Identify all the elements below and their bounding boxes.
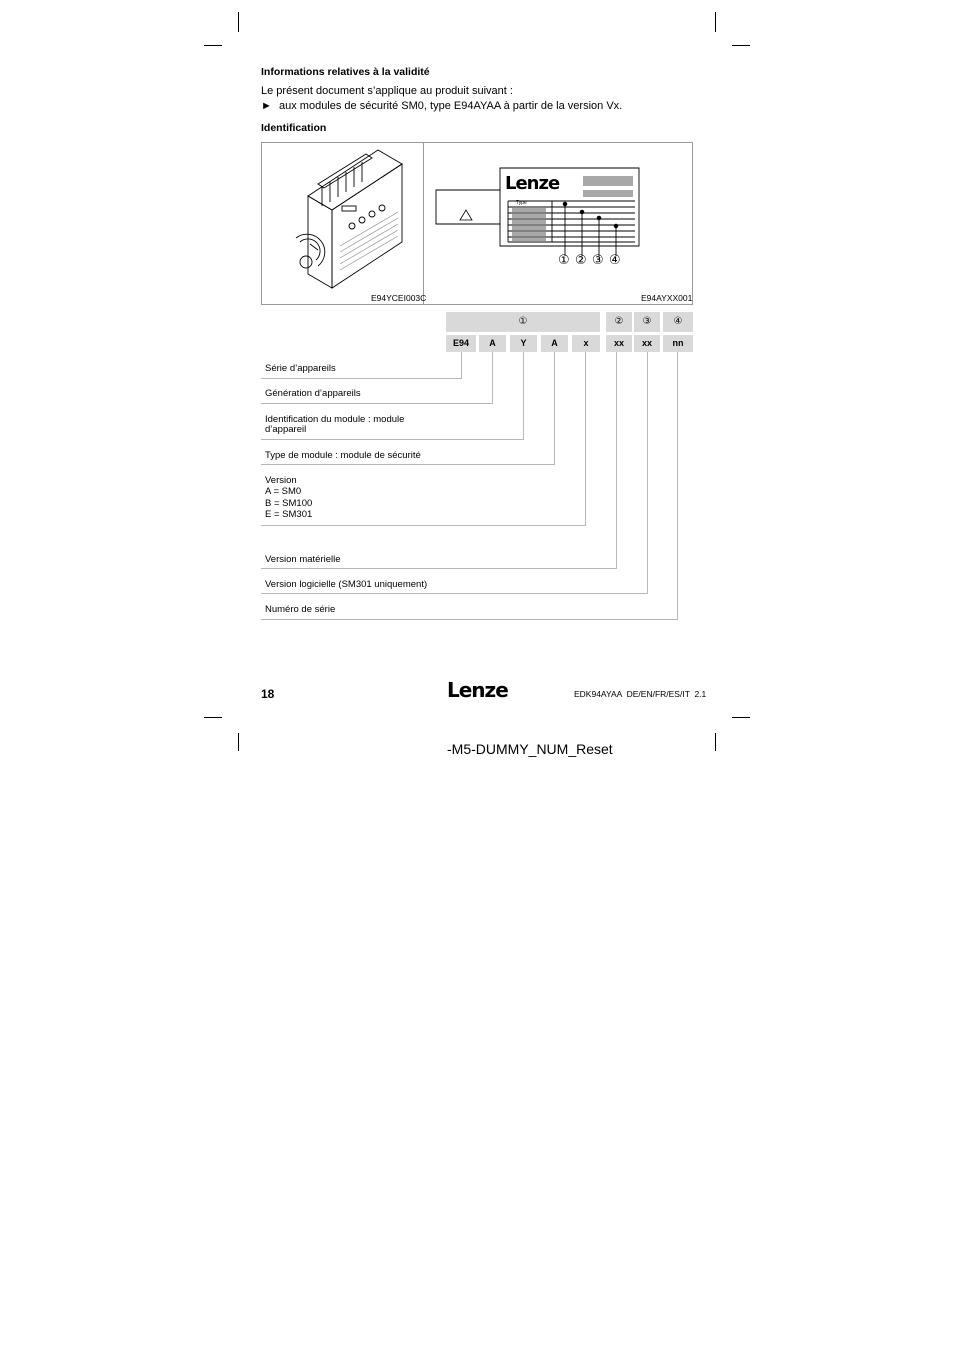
code-cell-y: Y: [510, 335, 537, 352]
doc-reference: EDK94AYAA DE/EN/FR/ES/IT 2.1: [574, 689, 707, 699]
label-version-title: Version: [265, 475, 297, 486]
code-cell-e94: E94: [446, 335, 476, 352]
code-cell-nn: nn: [663, 335, 693, 352]
figure-left-code: E94YCEI003C: [371, 293, 427, 303]
crop-mark: [238, 733, 239, 751]
nameplate-brand-logo: Lenze: [505, 173, 560, 194]
code-cell-a1: A: [479, 335, 506, 352]
callout-3: ③: [592, 252, 604, 267]
code-cell-x: x: [572, 335, 600, 352]
connector-line: [677, 352, 678, 619]
crop-mark: [732, 717, 750, 718]
crop-mark: [204, 45, 222, 46]
validity-heading: Informations relatives à la validité: [261, 66, 430, 78]
code-cell-xx1: xx: [606, 335, 632, 352]
callout-4: ④: [609, 252, 621, 267]
label-underline: [261, 568, 617, 569]
module-device-illustration: [270, 146, 420, 291]
label-underline: [261, 464, 555, 465]
code-header-2: ②: [606, 312, 632, 332]
connector-line: [461, 352, 462, 378]
code-header-4: ④: [663, 312, 693, 332]
crop-mark: [715, 733, 716, 751]
label-identification-2: d’appareil: [265, 424, 307, 435]
label-version-b: B = SM100: [265, 498, 313, 509]
label-underline: [261, 525, 586, 526]
dummy-text: -M5-DUMMY_NUM_Reset: [447, 741, 613, 757]
label-underline: [261, 378, 462, 379]
connector-line: [616, 352, 617, 568]
crop-mark: [715, 12, 716, 32]
label-underline: [261, 619, 678, 620]
connector-line: [647, 352, 648, 593]
callout-1: ①: [558, 252, 570, 267]
label-version-a: A = SM0: [265, 486, 302, 497]
label-generation: Génération d’appareils: [265, 388, 361, 399]
label-serie: Série d’appareils: [265, 363, 336, 374]
label-hardware: Version matérielle: [265, 554, 341, 565]
validity-intro: Le présent document s’applique au produit suivant :: [261, 85, 513, 97]
bullet-marker: ►: [261, 100, 272, 112]
connector-line: [492, 352, 493, 403]
connector-line: [554, 352, 555, 464]
footer-brand-logo: Lenze: [447, 678, 508, 702]
identification-heading: Identification: [261, 122, 327, 134]
figure-divider: [423, 142, 424, 305]
crop-mark: [732, 45, 750, 46]
connector-line: [585, 352, 586, 525]
label-identification-1: Identification du module : module: [265, 414, 405, 425]
label-type: Type de module : module de sécurité: [265, 450, 421, 461]
callout-2: ②: [575, 252, 587, 267]
code-header-3: ③: [634, 312, 660, 332]
label-underline: [261, 403, 493, 404]
label-serial: Numéro de série: [265, 604, 336, 615]
code-cell-a2: A: [541, 335, 568, 352]
code-cell-xx2: xx: [634, 335, 660, 352]
label-software: Version logicielle (SM301 uniquement): [265, 579, 428, 590]
crop-mark: [204, 717, 222, 718]
crop-mark: [238, 12, 239, 32]
figure-right-code: E94AYXX001: [641, 293, 693, 303]
label-version-e: E = SM301: [265, 509, 313, 520]
code-header-1: ①: [446, 312, 600, 332]
label-underline: [261, 439, 524, 440]
page-number: 18: [261, 687, 275, 701]
connector-line: [523, 352, 524, 439]
nameplate-type-label: Type: [516, 200, 527, 206]
label-underline: [261, 593, 648, 594]
validity-bullet: aux modules de sécurité SM0, type E94AYAA à partir de la version Vx.: [279, 100, 623, 112]
